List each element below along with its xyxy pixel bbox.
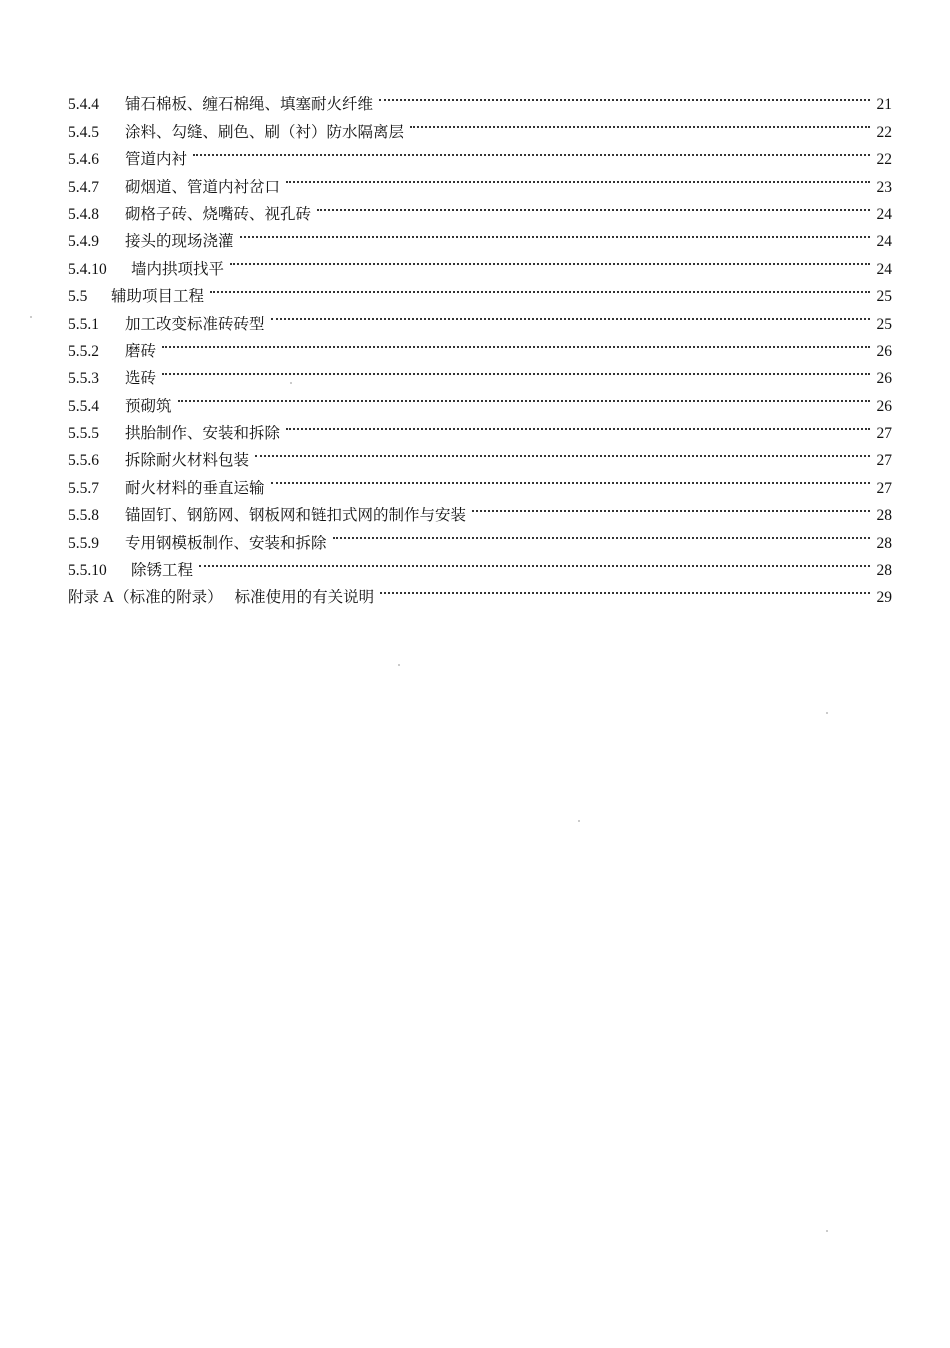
dot-leader <box>199 548 870 575</box>
scan-speck <box>826 712 828 714</box>
dot-leader <box>162 356 870 383</box>
toc-entry-page: 28 <box>876 507 892 525</box>
dot-leader <box>255 438 870 465</box>
dot-leader <box>178 383 870 410</box>
toc-entry-page: 24 <box>876 233 892 251</box>
toc-entry-page: 22 <box>876 123 892 141</box>
dot-leader <box>472 493 870 520</box>
toc-entry[interactable] <box>68 411 892 443</box>
dot-leader <box>286 411 870 438</box>
toc-entry-number: 5.5.4 <box>68 397 99 415</box>
toc-entry-title: 标准使用的有关说明 <box>234 588 375 607</box>
toc-entry-number: 5.5 <box>68 288 88 306</box>
scan-speck <box>290 382 292 384</box>
toc-entry-page: 26 <box>876 397 892 415</box>
toc-entry[interactable] <box>68 356 892 388</box>
toc-entry-number: 5.4.6 <box>68 151 99 169</box>
toc-entry-page: 25 <box>876 288 892 306</box>
toc-entry-number: 5.4.7 <box>68 178 99 196</box>
toc-entry-title: 除锈工程 <box>131 561 194 580</box>
scan-speck <box>578 820 580 822</box>
toc-entry-number: 5.5.8 <box>68 507 99 525</box>
toc-entry-title: 砌格子砖、烧嘴砖、视孔砖 <box>125 204 312 223</box>
dot-leader <box>333 520 870 547</box>
toc-entry-title: 墙内拱项找平 <box>131 259 225 278</box>
toc-entry-title: 选砖 <box>125 369 157 388</box>
toc-entry[interactable] <box>68 329 892 360</box>
dot-leader <box>286 164 870 191</box>
toc-entry-number: 5.5.7 <box>68 479 99 497</box>
toc-entry-page: 28 <box>876 562 892 580</box>
dot-leader <box>271 465 870 492</box>
toc-entry-page: 22 <box>876 151 892 169</box>
scan-speck <box>826 1230 828 1232</box>
toc-entry-title: 锚固钉、钢筋网、钢板网和链扣式网的制作与安装 <box>125 506 467 525</box>
dot-leader <box>379 82 870 109</box>
toc-entry-number: 5.5.1 <box>68 315 99 333</box>
toc-entry-page: 23 <box>876 178 892 196</box>
toc-entry-page: 24 <box>876 260 892 278</box>
toc-entry-page: 29 <box>876 589 892 607</box>
toc-entry-number: 5.5.2 <box>68 342 99 360</box>
toc-entry-title: 加工改变标准砖砖型 <box>125 314 265 333</box>
scan-speck <box>398 664 400 666</box>
toc-entry-title: 铺石棉板、缠石棉绳、填塞耐火纤维 <box>125 95 374 114</box>
toc-entry-title: 接头的现场浇灌 <box>125 232 234 251</box>
dot-leader <box>240 219 870 246</box>
toc-entry-number: 5.4.9 <box>68 233 99 251</box>
toc-entry-page: 24 <box>876 205 892 223</box>
toc-entry-title: 砌烟道、管道内衬岔口 <box>125 177 281 196</box>
toc-entry-title: 耐火材料的垂直运输 <box>125 478 265 497</box>
toc-entry-page: 27 <box>876 479 892 497</box>
toc-entry-title: 管道内衬 <box>125 150 188 169</box>
toc-entry-title: 涂料、勾缝、刷色、刷（衬）防水隔离层 <box>125 122 405 141</box>
toc-entry-number: 5.5.5 <box>68 425 99 443</box>
toc-entry-title: 拆除耐火材料包装 <box>125 451 250 470</box>
dot-leader <box>317 192 870 219</box>
dot-leader <box>410 109 870 136</box>
toc-entry-number: 5.5.6 <box>68 452 99 470</box>
toc-entry-page: 27 <box>876 425 892 443</box>
toc-entry-title: 专用钢模板制作、安装和拆除 <box>125 533 327 552</box>
dot-leader <box>193 137 870 164</box>
toc-entry-title: 辅助项目工程 <box>111 287 205 306</box>
toc-entry-number: 5.4.10 <box>68 260 107 278</box>
toc-entry-number: 5.4.4 <box>68 96 99 114</box>
toc-entry-page: 28 <box>876 534 892 552</box>
dot-leader <box>230 246 870 273</box>
toc-entry-number: 附录 A（标准的附录） <box>68 589 223 607</box>
toc-entry-page: 27 <box>876 452 892 470</box>
toc-entry-page: 26 <box>876 370 892 388</box>
toc-entry-page: 25 <box>876 315 892 333</box>
toc-entry-number: 5.4.5 <box>68 123 99 141</box>
toc-entry-page: 21 <box>876 96 892 114</box>
toc-entry-title: 磨砖 <box>125 341 157 360</box>
dot-leader <box>271 301 870 328</box>
table-of-contents <box>68 82 892 607</box>
toc-entry-page: 26 <box>876 342 892 360</box>
toc-entry-number: 5.5.3 <box>68 370 99 388</box>
dot-leader <box>210 274 870 301</box>
dot-leader <box>162 329 870 356</box>
toc-entry[interactable] <box>68 383 892 415</box>
toc-entry-number: 5.5.10 <box>68 562 107 580</box>
toc-entry-title: 预砌筑 <box>125 396 172 415</box>
toc-entry[interactable] <box>68 82 892 114</box>
dot-leader <box>380 575 870 602</box>
toc-entry-title: 拱胎制作、安装和拆除 <box>125 424 281 443</box>
toc-entry-number: 5.4.8 <box>68 205 99 223</box>
toc-entry-number: 5.5.9 <box>68 534 99 552</box>
scan-speck <box>30 316 32 318</box>
